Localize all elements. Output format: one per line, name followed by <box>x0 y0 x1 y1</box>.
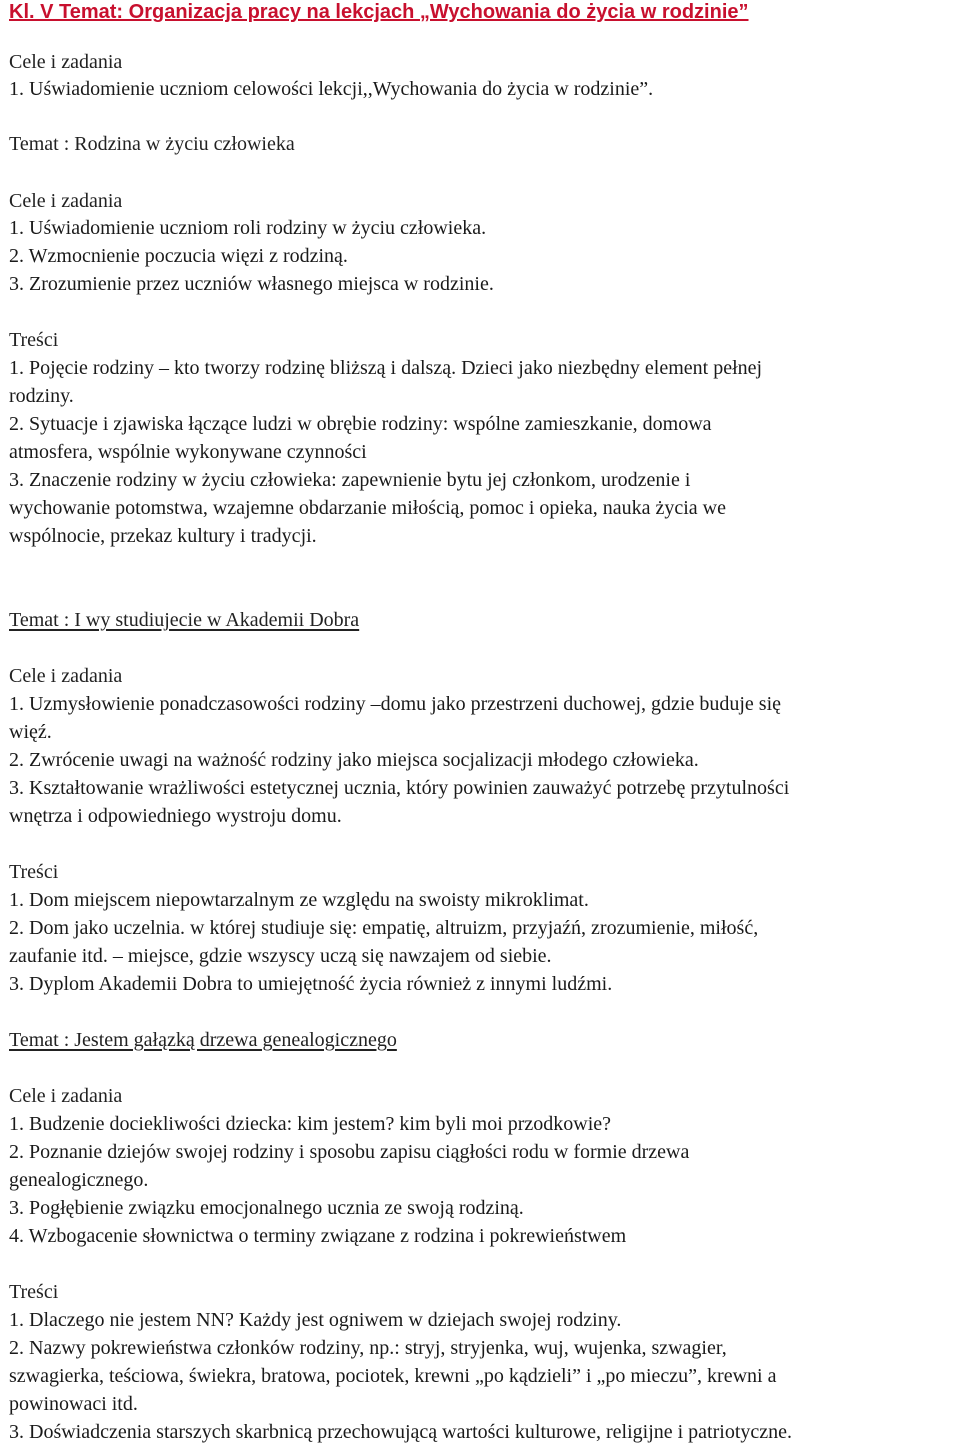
content-label: Treści <box>9 861 59 883</box>
content-line: 3. Doświadczenia starszych skarbnicą przechowującą wartości kulturowe, religijne i patriotyczne. <box>9 1421 793 1443</box>
goal-item: 2. Wzmocnienie poczucia więzi z rodziną. <box>9 245 348 267</box>
content-line: 1. Dom miejscem niepowtarzalnym ze względu na swoisty mikroklimat. <box>9 889 589 911</box>
content-line: 2. Nazwy pokrewieństwa członków rodziny, np.: stryj, stryjenka, wuj, wujenka, szwagier, <box>9 1337 727 1359</box>
goal-line: 1. Budzenie dociekliwości dziecka: kim jestem? kim byli moi przodkowie? <box>9 1113 612 1135</box>
content-line: powinowaci itd. <box>9 1393 138 1415</box>
goal-line: 1. Uzmysłowienie ponadczasowości rodziny –domu jako przestrzeni duchowej, gdzie buduje się <box>9 693 782 715</box>
goal-item: 3. Zrozumienie przez uczniów własnego miejsca w rodzinie. <box>9 273 494 295</box>
goal-item: 1. Uświadomienie uczniom roli rodziny w życiu człowieka. <box>9 217 487 239</box>
content-line: 3. Znaczenie rodziny w życiu człowieka: zapewnienie bytu jej członkom, urodzenie i <box>9 469 691 491</box>
goal-line: genealogicznego. <box>9 1169 149 1191</box>
content-line: 1. Dlaczego nie jestem NN? Każdy jest ogniwem w dziejach swojej rodziny. <box>9 1309 622 1331</box>
content-label: Treści <box>9 329 59 351</box>
content-line: 2. Sytuacje i zjawiska łączące ludzi w obrębie rodziny: wspólne zamieszkanie, domowa <box>9 413 712 435</box>
goals-label: Cele i zadania <box>9 190 123 212</box>
goal-line: więź. <box>9 721 52 743</box>
goal-line: 4. Wzbogacenie słownictwa o terminy związane z rodzina i pokrewieństwem <box>9 1225 627 1247</box>
topic-title: Temat : Rodzina w życiu człowieka <box>9 133 295 155</box>
topic-title: Temat : I wy studiujecie w Akademii Dobra <box>9 609 360 631</box>
topic-title: Temat : Jestem gałązką drzewa genealogicznego <box>9 1029 397 1051</box>
content-line: 2. Dom jako uczelnia. w której studiuje się: empatię, altruizm, przyjaźń, zrozumienie, miłość, <box>9 917 759 939</box>
goals-label: Cele i zadania <box>9 51 123 73</box>
content-line: 1. Pojęcie rodziny – kto tworzy rodzinę bliższą i dalszą. Dzieci jako niezbędny element pełnej <box>9 357 763 379</box>
goal-item: 1. Uświadomienie uczniom celowości lekcji,,Wychowania do życia w rodzinie”. <box>9 78 654 100</box>
content-line: atmosfera, wspólnie wykonywane czynności <box>9 441 367 463</box>
content-line: 3. Dyplom Akademii Dobra to umiejętność życia również z innymi ludźmi. <box>9 973 613 995</box>
content-line: zaufanie itd. – miejsce, gdzie wszyscy uczą się nawzajem od siebie. <box>9 945 552 967</box>
content-line: rodziny. <box>9 385 74 407</box>
content-line: szwagierka, teściowa, świekra, bratowa, pociotek, krewni „po kądzieli” i „po mieczu”, krewni a <box>9 1365 777 1387</box>
document-header: Kl. V Temat: Organizacja pracy na lekcjach „Wychowania do życia w rodzinie” <box>9 1 749 23</box>
content-line: wychowanie potomstwa, wzajemne obdarzanie miłością, pomoc i opieka, nauka życia we <box>9 497 726 519</box>
goal-line: 2. Zwrócenie uwagi na ważność rodziny jako miejsca socjalizacji młodego człowieka. <box>9 749 699 771</box>
content-line: wspólnocie, przekaz kultury i tradycji. <box>9 525 317 547</box>
goals-label: Cele i zadania <box>9 665 123 687</box>
content-label: Treści <box>9 1281 59 1303</box>
goals-label: Cele i zadania <box>9 1085 123 1107</box>
goal-line: 2. Poznanie dziejów swojej rodziny i sposobu zapisu ciągłości rodu w formie drzewa <box>9 1141 690 1163</box>
goal-line: 3. Pogłębienie związku emocjonalnego ucznia ze swoją rodziną. <box>9 1197 524 1219</box>
goal-line: 3. Kształtowanie wrażliwości estetycznej ucznia, który powinien zauważyć potrzebę przytulności <box>9 777 790 799</box>
goal-line: wnętrza i odpowiedniego wystroju domu. <box>9 805 342 827</box>
